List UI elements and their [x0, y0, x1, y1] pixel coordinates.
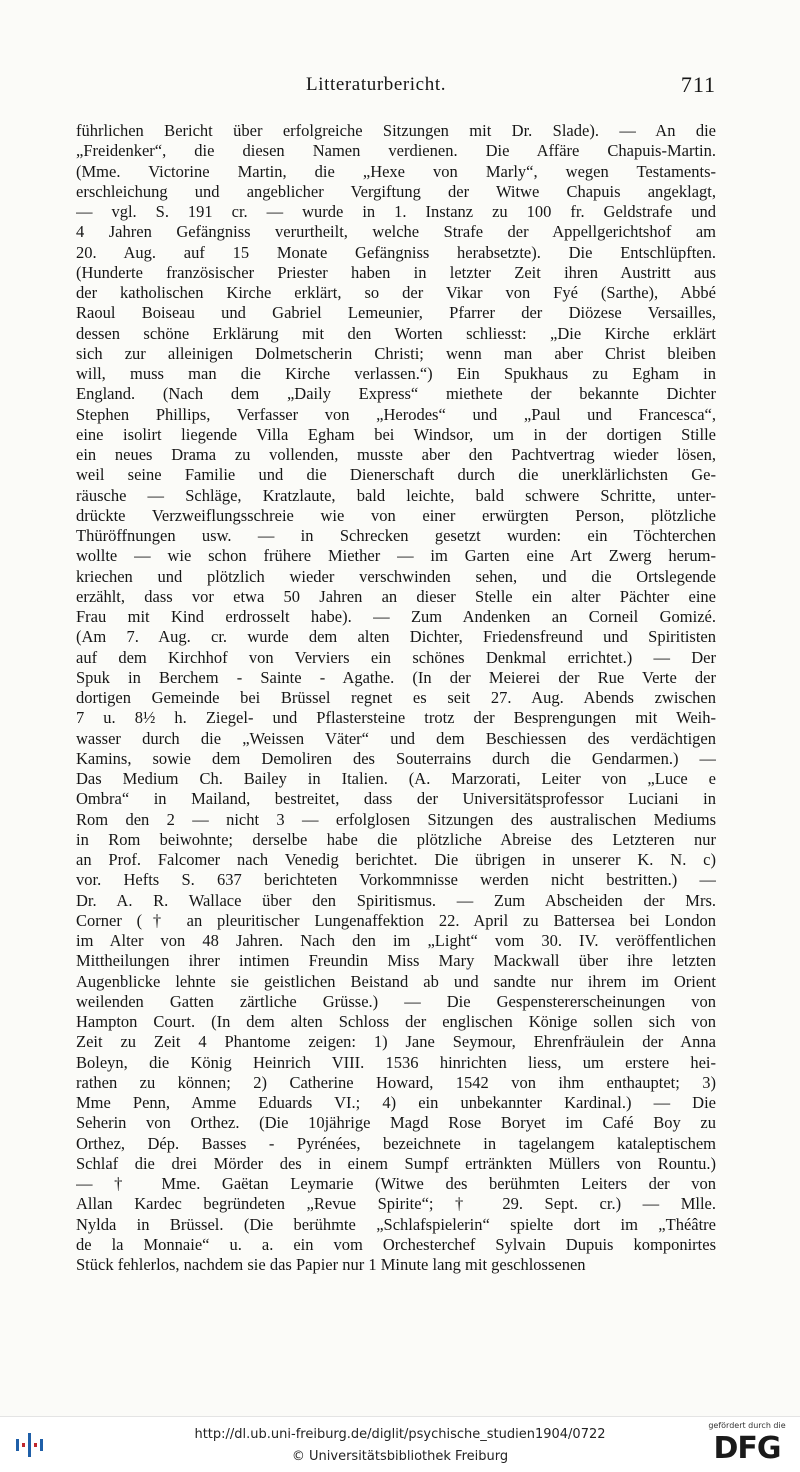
text-line: eine isolirt liegende Villa Egham bei Windsor, um in der dortigen Stille [76, 424, 716, 444]
text-line: Boleyn, die König Heinrich VIII. 1536 hinrichten liess, um erstere hei- [76, 1052, 716, 1072]
text-line: im Alter von 48 Jahren. Nach den im „Light“ vom 30. IV. veröffentlichen [76, 931, 716, 950]
source-url-link[interactable]: http://dl.ub.uni-freiburg.de/diglit/psychische_studien1904/0722 [194, 1427, 606, 1442]
funded-by-label: gefördert durch die [708, 1421, 786, 1430]
text-line: dortigen Gemeinde bei Brüssel regnet es seit 27. Aug. Abends zwischen [76, 688, 716, 707]
text-line: England. (Nach dem „Daily Express“ miethete der bekannte Dichter [76, 384, 716, 404]
text-line: (Am 7. Aug. cr. wurde dem alten Dichter, Friedensfreund und Spiritisten [76, 627, 716, 647]
text-line: de la Monnaie“ u. a. ein vom Orchesterchef Sylvain Dupuis komponirtes [76, 1234, 716, 1254]
text-line: rathen zu können; 2) Catherine Howard, 1542 von ihm enthauptet; 3) [76, 1072, 716, 1092]
text-line: Frau mit Kind erdrosselt habe). — Zum Andenken an Corneil Gomizé. [76, 607, 716, 626]
text-line: vor. Hefts S. 637 berichteten Vorkommnisse werden nicht bestritten.) — [76, 870, 716, 890]
text-line: weilenden Gatten zärtliche Grüsse.) — Die Gespenstererscheinungen von [76, 991, 716, 1011]
text-line: erschleichung und angeblicher Vergiftung der Witwe Chapuis angeklagt, [76, 181, 716, 201]
text-line: kriechen und plötzlich wieder verschwinden sehen, und die Ortslegende [76, 566, 716, 586]
running-title: Litteraturbericht. [306, 74, 447, 95]
dfg-logo [704, 1421, 790, 1469]
text-line: dessen schöne Erklärung mit den Worten schliesst: „Die Kirche erklärt [76, 323, 716, 343]
text-line: führlichen Bericht über erfolgreiche Sitzungen mit Dr. Slade). — An die [76, 121, 716, 140]
text-line: drückte Verzweiflungsschreie wie von einer erwürgten Person, plötzliche [76, 505, 716, 525]
text-line: 7 u. 8½ h. Ziegel- und Pflastersteine trotz der Besprengungen mit Weih- [76, 708, 716, 728]
text-line: „Freidenker“, die diesen Namen verdienen. Die Affäre Chapuis-Martin. [76, 141, 716, 161]
text-line: Nylda in Brüssel. (Die berühmte „Schlafspielerin“ spielte dort im „Théâtre [76, 1214, 716, 1234]
text-line: Seherin von Orthez. (Die 10jährige Magd Rose Boryet im Café Boy zu [76, 1113, 716, 1133]
text-line: Ombra“ in Mailand, bestreitet, dass der Universitätsprofessor Luciani in [76, 789, 716, 809]
text-line: Kamins, sowie dem Demoliren des Souterrains durch die Gendarmen.) — [76, 748, 716, 768]
text-line: räusche — Schläge, Kratzlaute, bald leichte, bald schwere Schritte, unter- [76, 485, 716, 505]
text-line: erzählt, dass vor etwa 50 Jahren an dieser Stelle ein alter Pächter eine [76, 586, 716, 606]
page-number: 711 [680, 72, 716, 97]
text-line: Allan Kardec begründeten „Revue Spirite“; † 29. Sept. cr.) — Mlle. [76, 1194, 716, 1214]
text-line: Spuk in Berchem - Sainte - Agathe. (In der Meierei der Rue Verte der [76, 667, 716, 687]
text-line: auf dem Kirchhof von Verviers ein schönes Denkmal errichtet.) — Der [76, 647, 716, 667]
text-line: Stephen Phillips, Verfasser von „Herodes“ und „Paul und Francesca“, [76, 404, 716, 424]
text-line: sich zur alleinigen Dolmetscherin Christi; wenn man aber Christ bleiben [76, 343, 716, 363]
text-line: Hampton Court. (In dem alten Schloss der englischen Könige sollen sich von [76, 1012, 716, 1031]
text-line: Augenblicke lehnte sie geistlichen Beistand ab und sandte nur ihrem im Orient [76, 971, 716, 991]
text-line: Raoul Boiseau und Gabriel Lemeunier, Pfarrer der Diözese Versailles, [76, 303, 716, 323]
text-line: 4 Jahren Gefängniss verurtheilt, welche Strafe der Appellgerichtshof am [76, 222, 716, 242]
text-line: will, muss man die Kirche verlassen.“) Ein Spukhaus zu Egham in [76, 364, 716, 383]
text-line: Mme Penn, Amme Eduards VI.; 4) ein unbekannter Kardinal.) — Die [76, 1093, 716, 1112]
text-line: Thüröffnungen usw. — in Schrecken gesetzt wurden: ein Töchterchen [76, 526, 716, 545]
text-line: Zeit zu Zeit 4 Phantome zeigen: 1) Jane Seymour, Ehrenfräulein der Anna [76, 1032, 716, 1052]
text-line: weil seine Familie und die Dienerschaft durch die unerklärlichsten Ge- [76, 465, 716, 485]
footer [0, 1417, 800, 1472]
text-line: — † Mme. Gaëtan Leymarie (Witwe des berühmten Leiters der von [76, 1174, 716, 1193]
running-head [76, 74, 716, 104]
copyright-notice: © Universitätsbibliothek Freiburg [291, 1449, 509, 1464]
text-line: Das Medium Ch. Bailey in Italien. (A. Marzorati, Leiter von „Luce e [76, 769, 716, 788]
text-line: Schlaf die drei Mörder des in einem Sumpf ertränkten Müllers von Rountu.) [76, 1153, 716, 1173]
text-line: Stück fehlerlos, nachdem sie das Papier nur 1 Minute lang mit geschlossenen [76, 1255, 586, 1274]
text-line: Corner († an pleuritischer Lungenaffektion 22. April zu Battersea bei London [76, 910, 716, 930]
text-line: wasser durch die „Weissen Väter“ und dem Beschiessen des verdächtigen [76, 728, 716, 748]
text-line: Orthez, Dép. Basses - Pyrénées, bezeichnete in tagelangem kataleptischem [76, 1133, 716, 1153]
text-line: an Prof. Falcomer nach Venedig berichtet. Die übrigen in unserer K. N. c) [76, 850, 716, 869]
text-line: (Mme. Victorine Martin, die „Hexe von Marly“, wegen Testaments- [76, 161, 716, 181]
text-line: — vgl. S. 191 cr. — wurde in 1. Instanz zu 100 fr. Geldstrafe und [76, 202, 716, 221]
text-line: ein neues Drama zu vollenden, musste aber den Pachtvertrag wieder lösen, [76, 445, 716, 464]
text-line: Mittheilungen ihrer intimen Freundin Miss Mary Mackwall über ihre letzten [76, 951, 716, 971]
text-line: Rom den 2 — nicht 3 — erfolglosen Sitzungen des australischen Mediums [76, 809, 716, 829]
text-line: 20. Aug. auf 15 Monate Gefängniss herabsetzte). Die Entschlüpften. [76, 242, 716, 262]
text-line: Dr. A. R. Wallace über den Spiritismus. — Zum Abscheiden der Mrs. [76, 890, 716, 910]
text-line: der katholischen Kirche erklärt, so der Vikar von Fyé (Sarthe), Abbé [76, 283, 716, 302]
dfg-wordmark: DFG [713, 1431, 781, 1466]
text-line: in Rom beiwohnte; derselbe habe die plötzliche Abreise des Letzteren nur [76, 829, 716, 849]
text-line: (Hunderte französischer Priester haben in letzter Zeit ihren Austritt aus [76, 262, 716, 282]
body-text [76, 121, 716, 1275]
text-line: wollte — wie schon frühere Miether — im Garten eine Art Zwerg herum- [76, 546, 716, 566]
